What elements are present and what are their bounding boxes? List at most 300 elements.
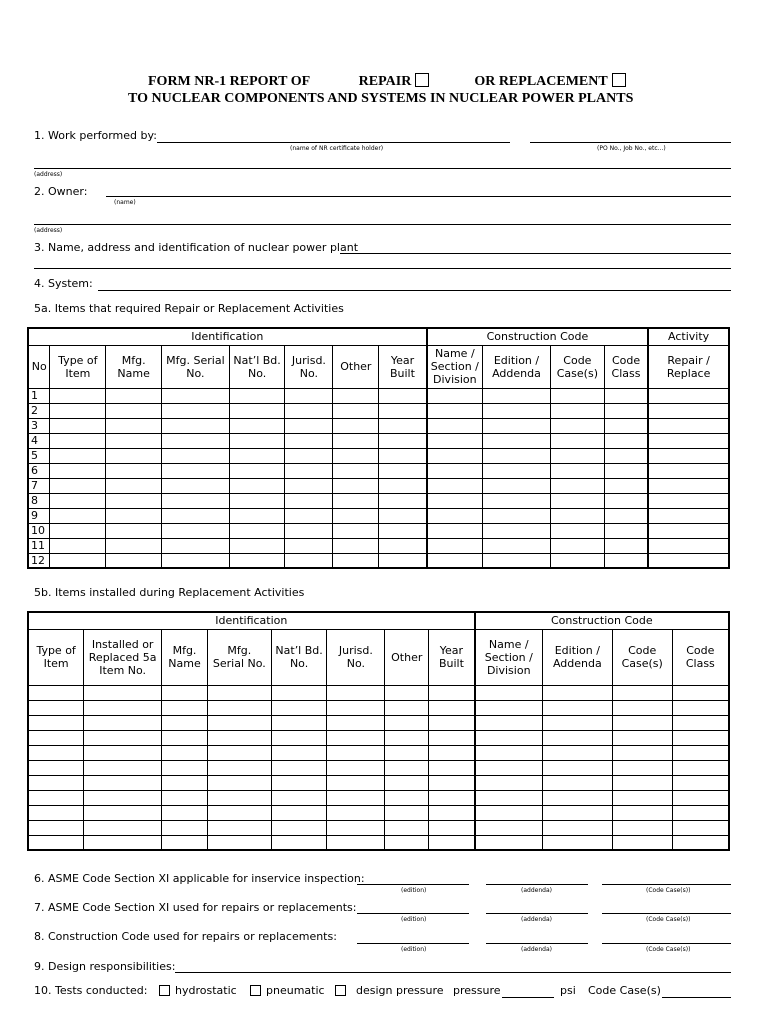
table5a-cell[interactable] [483, 523, 551, 538]
table5a-cell[interactable] [229, 388, 285, 403]
table5a-cell[interactable] [333, 463, 379, 478]
table5a-cell[interactable] [50, 493, 106, 508]
table5a-cell[interactable] [427, 523, 483, 538]
table5b-cell[interactable] [28, 760, 84, 775]
table5b-cell[interactable] [542, 790, 612, 805]
table5b-cell[interactable] [612, 835, 672, 850]
table5a-cell[interactable] [162, 523, 230, 538]
table5b-cell[interactable] [162, 805, 208, 820]
table5a-cell[interactable] [379, 448, 427, 463]
table5b-cell[interactable] [475, 700, 543, 715]
table5a-cell[interactable] [106, 538, 162, 553]
pressure-field[interactable] [502, 997, 554, 998]
table5b-cell[interactable] [542, 745, 612, 760]
table5a-cell[interactable] [162, 403, 230, 418]
table5b-cell[interactable] [207, 700, 271, 715]
table5b-cell[interactable] [385, 790, 429, 805]
table5b-cell[interactable] [429, 805, 475, 820]
table5b-cell[interactable] [327, 790, 385, 805]
table5a-cell[interactable] [427, 478, 483, 493]
table5b-cell[interactable] [327, 775, 385, 790]
table5b-cell[interactable] [327, 760, 385, 775]
table5b-cell[interactable] [385, 775, 429, 790]
table5a-cell[interactable] [229, 508, 285, 523]
table5b-cell[interactable] [475, 820, 543, 835]
table5b-cell[interactable] [271, 730, 327, 745]
table5a-cell[interactable] [648, 418, 729, 433]
table5b-cell[interactable] [542, 730, 612, 745]
table5b-cell[interactable] [84, 700, 162, 715]
table5a-cell[interactable] [604, 478, 648, 493]
table5b-cell[interactable] [385, 835, 429, 850]
table5a-cell[interactable] [106, 448, 162, 463]
table5a-cell[interactable] [604, 508, 648, 523]
address1-field[interactable] [34, 168, 731, 169]
table5b-cell[interactable] [429, 790, 475, 805]
table5b-cell[interactable] [385, 700, 429, 715]
table5a-cell[interactable] [162, 448, 230, 463]
code-cases-field[interactable] [662, 997, 731, 998]
table5a-cell[interactable] [604, 538, 648, 553]
table5a-cell[interactable] [106, 463, 162, 478]
table5b-cell[interactable] [612, 730, 672, 745]
table5b-cell[interactable] [327, 820, 385, 835]
table5b-cell[interactable] [542, 805, 612, 820]
table5b-cell[interactable] [84, 685, 162, 700]
table5b-cell[interactable] [28, 835, 84, 850]
table5a-cell[interactable] [229, 538, 285, 553]
po-number-field[interactable] [530, 142, 731, 143]
table5b-cell[interactable] [207, 745, 271, 760]
table5b-cell[interactable] [84, 715, 162, 730]
table5b-cell[interactable] [271, 715, 327, 730]
table5b-cell[interactable] [327, 700, 385, 715]
table5a-cell[interactable] [106, 388, 162, 403]
table5b-cell[interactable] [162, 685, 208, 700]
table5b-cell[interactable] [271, 760, 327, 775]
table5b-cell[interactable] [612, 715, 672, 730]
table5b-cell[interactable] [429, 760, 475, 775]
table5a-cell[interactable] [50, 433, 106, 448]
table5a-cell[interactable] [50, 523, 106, 538]
work-performed-field[interactable] [157, 142, 510, 143]
table5a-cell[interactable] [379, 538, 427, 553]
table5a-cell[interactable] [333, 523, 379, 538]
table5a-cell[interactable] [427, 403, 483, 418]
table5a-cell[interactable] [379, 553, 427, 568]
table5b-cell[interactable] [28, 775, 84, 790]
table5a-cell[interactable] [333, 448, 379, 463]
section6-edition-field[interactable] [357, 884, 469, 885]
table5b-cell[interactable] [28, 790, 84, 805]
table5a-cell[interactable] [106, 418, 162, 433]
table5b-cell[interactable] [162, 790, 208, 805]
table5a-cell[interactable] [229, 433, 285, 448]
table5a-cell[interactable] [550, 523, 604, 538]
table5a-cell[interactable] [379, 388, 427, 403]
table5a-cell[interactable] [50, 418, 106, 433]
table5a-cell[interactable] [379, 508, 427, 523]
table5a-cell[interactable] [648, 463, 729, 478]
table5a-cell[interactable] [162, 433, 230, 448]
table5a-cell[interactable] [648, 553, 729, 568]
table5a-cell[interactable] [333, 433, 379, 448]
table5a-cell[interactable] [106, 553, 162, 568]
table5b-cell[interactable] [385, 820, 429, 835]
design-responsibilities-field[interactable] [175, 972, 731, 973]
table5b-cell[interactable] [612, 820, 672, 835]
table5b-cell[interactable] [327, 715, 385, 730]
table5b-cell[interactable] [672, 820, 729, 835]
table5b-cell[interactable] [385, 685, 429, 700]
table5a-cell[interactable] [285, 493, 333, 508]
table5a-cell[interactable] [333, 493, 379, 508]
table5a-cell[interactable] [427, 553, 483, 568]
table5a-cell[interactable] [50, 388, 106, 403]
table5a-cell[interactable] [648, 388, 729, 403]
table5a-cell[interactable] [604, 403, 648, 418]
table5b-cell[interactable] [28, 730, 84, 745]
table5b-cell[interactable] [612, 745, 672, 760]
pneumatic-checkbox[interactable] [250, 985, 261, 996]
table5b-cell[interactable] [612, 685, 672, 700]
table5a-cell[interactable] [427, 463, 483, 478]
table5a-cell[interactable] [604, 448, 648, 463]
table5b-cell[interactable] [429, 715, 475, 730]
table5a-cell[interactable] [229, 403, 285, 418]
table5a-cell[interactable] [333, 418, 379, 433]
table5b-cell[interactable] [84, 820, 162, 835]
table5a-cell[interactable] [162, 553, 230, 568]
section7-addenda-field[interactable] [486, 913, 588, 914]
table5b-cell[interactable] [327, 730, 385, 745]
table5a-cell[interactable] [162, 538, 230, 553]
address2-field[interactable] [34, 224, 731, 225]
table5b-cell[interactable] [429, 775, 475, 790]
table5a-cell[interactable] [604, 433, 648, 448]
table5a-cell[interactable] [229, 463, 285, 478]
table5a-cell[interactable] [50, 553, 106, 568]
table5a-cell[interactable] [379, 493, 427, 508]
table5a-cell[interactable] [550, 478, 604, 493]
table5b-cell[interactable] [84, 760, 162, 775]
table5b-cell[interactable] [28, 685, 84, 700]
table5b-cell[interactable] [672, 760, 729, 775]
repair-checkbox[interactable] [415, 73, 429, 87]
table5b-cell[interactable] [271, 820, 327, 835]
table5a-cell[interactable] [50, 508, 106, 523]
table5a-cell[interactable] [333, 508, 379, 523]
table5a-cell[interactable] [427, 448, 483, 463]
table5b-cell[interactable] [162, 715, 208, 730]
table5b-cell[interactable] [612, 805, 672, 820]
table5a-cell[interactable] [106, 523, 162, 538]
table5a-cell[interactable] [604, 388, 648, 403]
section7-codecases-field[interactable] [602, 913, 731, 914]
table5b-cell[interactable] [475, 685, 543, 700]
table5b-cell[interactable] [207, 685, 271, 700]
table5b-cell[interactable] [475, 805, 543, 820]
table5b-cell[interactable] [475, 775, 543, 790]
table5b-cell[interactable] [207, 820, 271, 835]
table5b-cell[interactable] [612, 760, 672, 775]
table5b-cell[interactable] [327, 745, 385, 760]
plant-field[interactable] [340, 253, 731, 254]
table5a-cell[interactable] [106, 493, 162, 508]
table5a-cell[interactable] [229, 493, 285, 508]
table5a-cell[interactable] [162, 388, 230, 403]
table5a-cell[interactable] [333, 553, 379, 568]
table5b-cell[interactable] [271, 775, 327, 790]
table5b-cell[interactable] [475, 715, 543, 730]
plant-field-2[interactable] [34, 268, 731, 269]
table5a-cell[interactable] [285, 463, 333, 478]
table5a-cell[interactable] [333, 478, 379, 493]
table5a-cell[interactable] [106, 478, 162, 493]
table5a-cell[interactable] [50, 403, 106, 418]
table5a-cell[interactable] [550, 508, 604, 523]
section8-addenda-field[interactable] [486, 943, 588, 944]
table5b-cell[interactable] [475, 760, 543, 775]
table5a-cell[interactable] [483, 538, 551, 553]
table5a-cell[interactable] [648, 538, 729, 553]
table5b-cell[interactable] [327, 835, 385, 850]
table5a-cell[interactable] [427, 493, 483, 508]
table5b-cell[interactable] [271, 685, 327, 700]
table5b-cell[interactable] [327, 685, 385, 700]
table5b-cell[interactable] [162, 835, 208, 850]
table5b-cell[interactable] [475, 730, 543, 745]
table5b-cell[interactable] [271, 835, 327, 850]
table5a-cell[interactable] [550, 403, 604, 418]
table5a-cell[interactable] [483, 448, 551, 463]
table5a-cell[interactable] [648, 523, 729, 538]
table5b-cell[interactable] [207, 715, 271, 730]
table5a-cell[interactable] [604, 418, 648, 433]
table5a-cell[interactable] [229, 523, 285, 538]
table5b-cell[interactable] [385, 730, 429, 745]
table5a-cell[interactable] [550, 388, 604, 403]
table5a-cell[interactable] [229, 418, 285, 433]
table5b-cell[interactable] [84, 790, 162, 805]
table5b-cell[interactable] [84, 835, 162, 850]
table5a-cell[interactable] [50, 463, 106, 478]
design-pressure-checkbox[interactable] [335, 985, 346, 996]
table5a-cell[interactable] [648, 478, 729, 493]
table5b-cell[interactable] [271, 790, 327, 805]
table5a-cell[interactable] [483, 508, 551, 523]
table5b-cell[interactable] [385, 805, 429, 820]
table5b-cell[interactable] [207, 805, 271, 820]
table5a-cell[interactable] [483, 493, 551, 508]
table5a-cell[interactable] [333, 538, 379, 553]
table5a-cell[interactable] [427, 433, 483, 448]
table5b-cell[interactable] [672, 685, 729, 700]
table5a-cell[interactable] [162, 493, 230, 508]
table5a-cell[interactable] [550, 463, 604, 478]
table5b-cell[interactable] [542, 700, 612, 715]
table5b-cell[interactable] [162, 760, 208, 775]
table5b-cell[interactable] [672, 745, 729, 760]
table5b-cell[interactable] [84, 805, 162, 820]
table5a-cell[interactable] [285, 448, 333, 463]
table5b-cell[interactable] [207, 760, 271, 775]
table5a-cell[interactable] [604, 463, 648, 478]
table5a-cell[interactable] [427, 508, 483, 523]
table5a-cell[interactable] [333, 388, 379, 403]
table5a-cell[interactable] [483, 418, 551, 433]
table5b-cell[interactable] [672, 805, 729, 820]
table5b-cell[interactable] [475, 835, 543, 850]
table5a-cell[interactable] [550, 538, 604, 553]
table5a-cell[interactable] [162, 418, 230, 433]
table5a-cell[interactable] [379, 433, 427, 448]
table5a-cell[interactable] [550, 418, 604, 433]
table5a-cell[interactable] [427, 538, 483, 553]
table5a-cell[interactable] [427, 388, 483, 403]
table5a-cell[interactable] [333, 403, 379, 418]
table5b-cell[interactable] [271, 700, 327, 715]
table5b-cell[interactable] [542, 835, 612, 850]
table5a-cell[interactable] [229, 478, 285, 493]
table5a-cell[interactable] [285, 508, 333, 523]
table5b-cell[interactable] [271, 805, 327, 820]
table5b-cell[interactable] [207, 775, 271, 790]
table5b-cell[interactable] [612, 790, 672, 805]
table5b-cell[interactable] [542, 820, 612, 835]
table5b-cell[interactable] [28, 820, 84, 835]
table5b-cell[interactable] [429, 730, 475, 745]
section8-codecases-field[interactable] [602, 943, 731, 944]
section6-addenda-field[interactable] [486, 884, 588, 885]
table5a-cell[interactable] [550, 493, 604, 508]
table5b-cell[interactable] [207, 790, 271, 805]
table5a-cell[interactable] [379, 418, 427, 433]
table5b-cell[interactable] [672, 835, 729, 850]
table5b-cell[interactable] [672, 775, 729, 790]
table5a-cell[interactable] [483, 403, 551, 418]
table5b-cell[interactable] [84, 730, 162, 745]
table5b-cell[interactable] [28, 700, 84, 715]
table5a-cell[interactable] [483, 433, 551, 448]
table5a-cell[interactable] [550, 433, 604, 448]
table5a-cell[interactable] [379, 523, 427, 538]
table5b-cell[interactable] [271, 745, 327, 760]
table5a-cell[interactable] [604, 523, 648, 538]
table5b-cell[interactable] [429, 685, 475, 700]
table5a-cell[interactable] [427, 418, 483, 433]
table5a-cell[interactable] [229, 448, 285, 463]
table5b-cell[interactable] [542, 715, 612, 730]
table5a-cell[interactable] [483, 388, 551, 403]
section7-edition-field[interactable] [357, 913, 469, 914]
table5b-cell[interactable] [84, 745, 162, 760]
table5a-cell[interactable] [379, 478, 427, 493]
table5b-cell[interactable] [385, 760, 429, 775]
table5a-cell[interactable] [229, 553, 285, 568]
table5a-cell[interactable] [379, 463, 427, 478]
table5a-cell[interactable] [648, 448, 729, 463]
table5b-cell[interactable] [429, 745, 475, 760]
table5a-cell[interactable] [50, 448, 106, 463]
table5b-cell[interactable] [385, 715, 429, 730]
table5b-cell[interactable] [28, 715, 84, 730]
table5a-cell[interactable] [162, 463, 230, 478]
table5a-cell[interactable] [604, 553, 648, 568]
table5b-cell[interactable] [542, 685, 612, 700]
table5b-cell[interactable] [542, 775, 612, 790]
table5a-cell[interactable] [648, 493, 729, 508]
table5a-cell[interactable] [285, 478, 333, 493]
table5b-cell[interactable] [672, 715, 729, 730]
table5b-cell[interactable] [162, 700, 208, 715]
table5a-cell[interactable] [483, 463, 551, 478]
table5b-cell[interactable] [672, 700, 729, 715]
table5a-cell[interactable] [106, 508, 162, 523]
table5b-cell[interactable] [385, 745, 429, 760]
table5b-cell[interactable] [162, 730, 208, 745]
table5a-cell[interactable] [285, 553, 333, 568]
table5a-cell[interactable] [162, 478, 230, 493]
table5a-cell[interactable] [106, 403, 162, 418]
table5a-cell[interactable] [50, 538, 106, 553]
table5a-cell[interactable] [648, 403, 729, 418]
table5b-cell[interactable] [612, 700, 672, 715]
table5a-cell[interactable] [285, 523, 333, 538]
table5a-cell[interactable] [285, 433, 333, 448]
table5a-cell[interactable] [285, 418, 333, 433]
table5b-cell[interactable] [542, 760, 612, 775]
table5b-cell[interactable] [429, 700, 475, 715]
table5b-cell[interactable] [28, 745, 84, 760]
owner-field[interactable] [106, 196, 731, 197]
table5b-cell[interactable] [672, 790, 729, 805]
table5b-cell[interactable] [84, 775, 162, 790]
table5b-cell[interactable] [28, 805, 84, 820]
table5b-cell[interactable] [327, 805, 385, 820]
hydrostatic-checkbox[interactable] [159, 985, 170, 996]
system-field[interactable] [98, 290, 731, 291]
table5a-cell[interactable] [483, 478, 551, 493]
section8-edition-field[interactable] [357, 943, 469, 944]
table5a-cell[interactable] [604, 493, 648, 508]
table5b-cell[interactable] [475, 745, 543, 760]
table5a-cell[interactable] [162, 508, 230, 523]
table5a-cell[interactable] [50, 478, 106, 493]
replacement-checkbox[interactable] [612, 73, 626, 87]
table5a-cell[interactable] [285, 403, 333, 418]
table5b-cell[interactable] [162, 820, 208, 835]
table5b-cell[interactable] [612, 775, 672, 790]
table5b-cell[interactable] [475, 790, 543, 805]
table5b-cell[interactable] [162, 775, 208, 790]
table5b-cell[interactable] [672, 730, 729, 745]
table5a-cell[interactable] [550, 448, 604, 463]
table5a-cell[interactable] [285, 538, 333, 553]
table5b-cell[interactable] [429, 835, 475, 850]
table5a-cell[interactable] [648, 508, 729, 523]
table5a-cell[interactable] [483, 553, 551, 568]
table5a-cell[interactable] [106, 433, 162, 448]
table5a-cell[interactable] [379, 403, 427, 418]
table5b-cell[interactable] [429, 820, 475, 835]
table5b-cell[interactable] [162, 745, 208, 760]
table5a-cell[interactable] [648, 433, 729, 448]
table5b-cell[interactable] [207, 730, 271, 745]
table5a-cell[interactable] [285, 388, 333, 403]
section6-codecases-field[interactable] [602, 884, 731, 885]
table5a-cell[interactable] [550, 553, 604, 568]
